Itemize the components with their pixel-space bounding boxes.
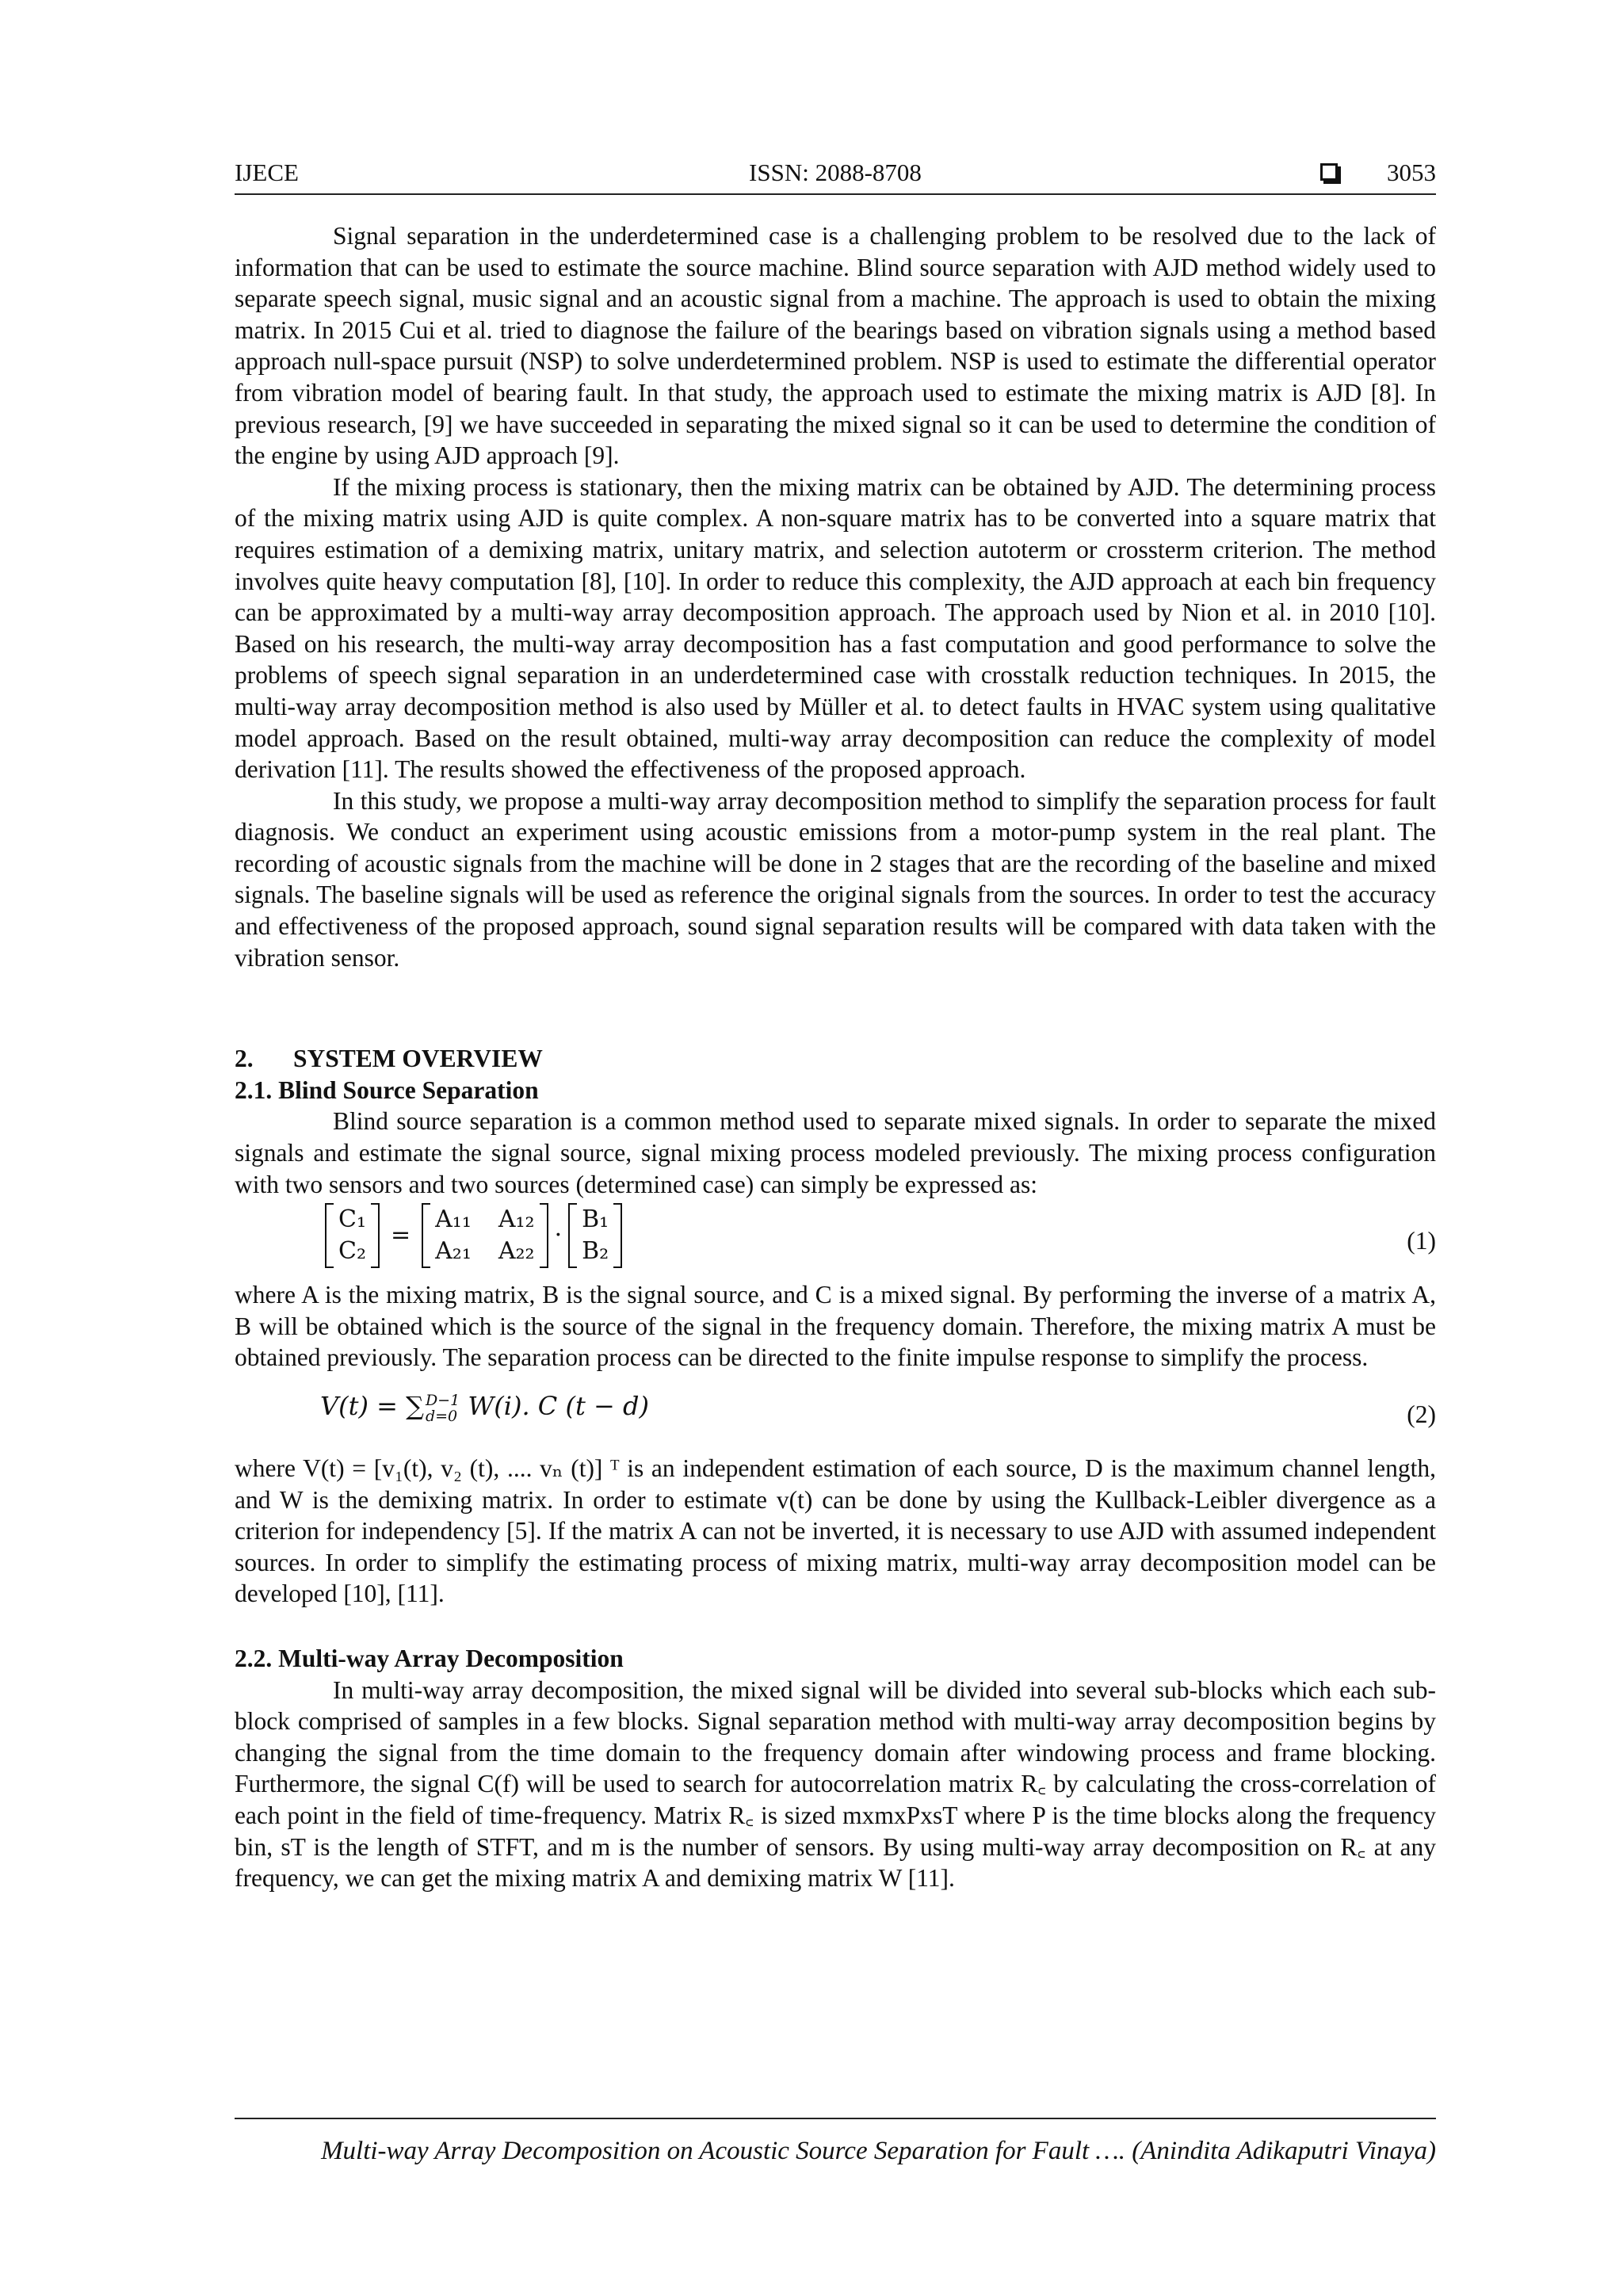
bss-paragraph: Blind source separation is a common method used to separate mixed signals. In order to separate the mixed signals and estimate the signal source, signal mixing process modeled previously. The mixing process configuration with two sensors and two sources (determined case) can simply be expressed as:: [235, 1107, 1436, 1198]
checkbox-icon: [1320, 163, 1338, 181]
page-footer: Multi-way Array Decomposition on Acoustic Source Separation for Fault …. (Anindita Adikaputri Vinaya): [235, 2118, 1436, 2166]
matrix-c: C₁ C₂: [325, 1203, 380, 1268]
equation-number-2: (2): [1407, 1400, 1436, 1428]
subsection-heading-2-1: 2.1. Blind Source Separation: [235, 1075, 539, 1104]
matrix-b: B₁ B₂: [568, 1203, 622, 1268]
article-body: [235, 220, 1436, 1894]
eq1-explanation: where A is the mixing matrix, B is the signal source, and C is a mixed signal. By performing the inverse of a matrix A, B will be obtained which is the source of the signal in the frequency domain. Therefore, the mixing matrix A must be obtained previously. The separation process can be directed to the finite impulse response to simplify the process.: [235, 1281, 1436, 1372]
equation-number-1: (1): [1407, 1227, 1436, 1255]
equation-2: V(t) = ∑ D−1 d=0 W(i). C (t − d) (2): [235, 1373, 1436, 1453]
mad-paragraph: In multi-way array decomposition, the mixed signal will be divided into several sub-blocks which each sub-block comprised of samples in a few blocks. Signal separation method with multi-way array decomposition begins by changing the signal from the time domain to the frequency domain after windowing process and frame blocking. Furthermore, the signal C(f) will be used to search for autocorrelation matrix R꜀ by calculating the cross-correlation of each point in the field of time-frequency. Matrix R꜀ is sized mxmxPxsT where P is the time blocks along the frequency bin, sT is the length of STFT, and m is the number of sensors. By using multi-way array decomposition on R꜀ at any frequency, we can get the mixing matrix A and demixing matrix W [11].: [235, 1675, 1436, 1893]
equation-1: C₁ C₂ = A₁₁ A₁₂ A₂₁ A₂₂ · B₁ B₂ (1): [235, 1200, 1436, 1279]
journal-name: IJECE: [235, 159, 299, 186]
matrix-a: A₁₁ A₁₂ A₂₁ A₂₂: [422, 1203, 548, 1268]
intro-paragraph-3: In this study, we propose a multi-way array decomposition method to simplify the separation process for fault diagnosis. We conduct an experiment using acoustic emissions from a motor-pump system in the real plant. The recording of acoustic signals from the machine will be done in 2 stages that are the recording of the baseline and mixed signals. The baseline signals will be used as reference the original signals from the sources. In order to test the accuracy and effectiveness of the proposed approach, sound signal separation results will be compared with data taken with the vibration sensor.: [235, 786, 1436, 972]
page-number: 3053: [1387, 159, 1436, 186]
section-heading-2: 2. SYSTEM OVERVIEW: [235, 1045, 543, 1073]
issn: ISSN: 2088-8708: [749, 159, 922, 186]
page-header: [235, 155, 1436, 195]
intro-paragraph-1: Signal separation in the underdetermined case is a challenging problem to be resolved due to the lack of information that can be used to estimate the source machine. Blind source separation with AJD method widely used to separate speech signal, music signal and an acoustic signal from a machine. The approach is used to obtain the mixing matrix. In 2015 Cui et al. tried to diagnose the failure of the bearings based on vibration signals using a method based approach null-space pursuit (NSP) to solve underdetermined problem. NSP is used to estimate the differential operator from vibration model of bearing fault. In that study, the approach used to estimate the mixing matrix is AJD [8]. In previous research, [9] we have succeeded in separating the mixed signal so it can be used to determine the condition of the engine by using AJD approach [9].: [235, 222, 1436, 470]
eq2-explanation: where V(t) = [v₁(t), v₂ (t), .... vₙ (t)] ᵀ is an independent estimation of each source, D is the maximum channel length, and W is the demixing matrix. In order to estimate v(t) can be done by using the Kullback-Leibler divergence as a criterion for independency [5]. If the matrix A can not be inverted, it is necessary to use AJD with assumed independent sources. In order to simplify the estimating process of mixing matrix, multi-way array decomposition model can be developed [10], [11].: [235, 1454, 1436, 1608]
intro-paragraph-2: If the mixing process is stationary, then the mixing matrix can be obtained by AJD. The determining process of the mixing matrix using AJD is quite complex. A non-square matrix has to be converted into a square matrix that requires estimation of a demixing matrix, unitary matrix, and selection autoterm or crossterm criterion. The method involves quite heavy computation [8], [10]. In order to reduce this complexity, the AJD approach at each bin frequency can be approximated by a multi-way array decomposition approach. The approach used by Nion et al. in 2010 [10]. Based on his research, the multi-way array decomposition has a fast computation and good performance to solve the problems of speech signal separation in an underdetermined case with crosstalk reduction techniques. In 2015, the multi-way array decomposition method is also used by Müller et al. to detect faults in HVAC system using qualitative model approach. Based on the result obtained, multi-way array decomposition can reduce the complexity of model derivation [11]. The results showed the effectiveness of the proposed approach.: [235, 472, 1436, 784]
subsection-heading-2-2: 2.2. Multi-way Array Decomposition: [235, 1644, 624, 1672]
